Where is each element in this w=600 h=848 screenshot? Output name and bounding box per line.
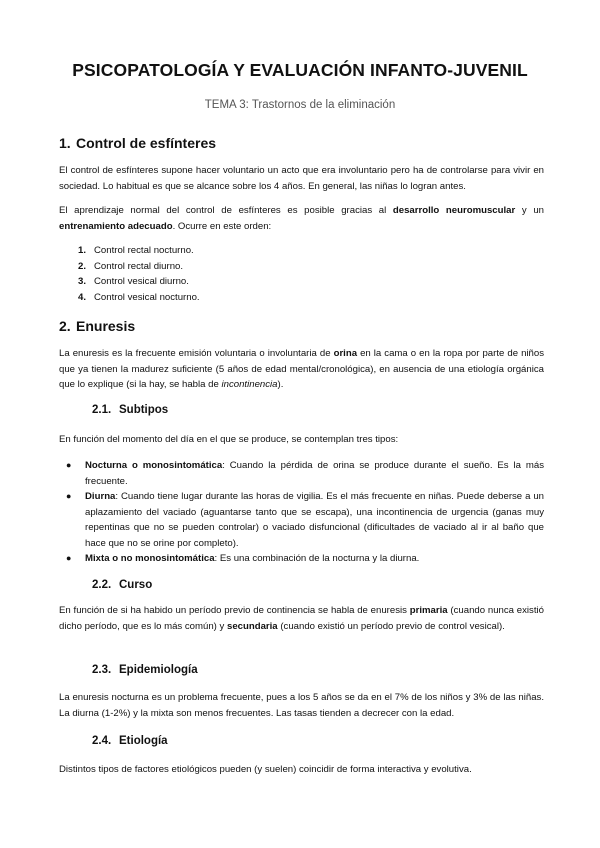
list-item: ● Diurna: Cuando tiene lugar durante las horas de vigilia. Es el más frecuente en niñas. Puede deberse a un aplazamiento del vaciado (aguantarse tanto que se escapa), una incontinencia de urgencia (ganas muy repentinas que no se pueden controlar) o vaciado disfuncional (dificultades de vaciado al ir al baño que hace que no se orine por completo). — [66, 491, 544, 549]
paragraph-control-aprendizaje: El aprendizaje normal del control de esfínteres es posible gracias al desarrollo neuromuscular y un entrenamiento adecuado. Ocurre en este orden: — [59, 205, 544, 232]
subsection-heading-subtipos — [92, 404, 168, 416]
document-subtitle: TEMA 3: Trastornos de la eliminación — [204, 99, 396, 111]
subsection-title: Etiología — [119, 735, 168, 747]
list-item: ● Mixta o no monosintomática: Es una combinación de la nocturna y la diurna. — [62, 551, 544, 567]
subsection-title: Curso — [119, 579, 153, 591]
subsection-number: 2.3. — [92, 664, 112, 676]
bullet-icon: ● — [66, 460, 72, 470]
subsection-title: Subtipos — [119, 404, 169, 416]
list-item: 1. Control rectal nocturno. — [78, 245, 194, 256]
list-item: 2. Control rectal diurno. — [78, 260, 184, 272]
paragraph-etiologia: Distintos tipos de factores etiológicos pueden (y suelen) coincidir de forma interactiva y evolutiva. — [59, 764, 472, 775]
subsection-heading-curso — [92, 579, 152, 591]
section-number: 2. — [59, 318, 71, 334]
bullet-icon: ● — [66, 491, 72, 501]
section-heading-control-esfinteres — [59, 135, 216, 151]
list-item: 3. Control vesical diurno. — [78, 276, 189, 287]
paragraph-enuresis-definition: La enuresis es la frecuente emisión voluntaria o involuntaria de orina en la cama o en la ropa por parte de niños que ya tienen la madurez suficiente (5 años de edad mental/cronológica), en ausencia de una etiología orgánica que lo explique (si la hay, se habla de incontinencia). — [59, 348, 544, 390]
paragraph-control-intro: El control de esfínteres supone hacer voluntario un acto que era involuntario pero ha de controlarse para vivir en sociedad. Lo habitual es que se alcance sobre los 4 años. En general, las niñas lo logran antes. — [59, 165, 544, 192]
subsection-number: 2.4. — [92, 735, 112, 747]
subsection-heading-etiologia — [92, 735, 168, 747]
subsection-title: Epidemiología — [119, 664, 198, 676]
section-title: Enuresis — [76, 318, 136, 334]
subsection-number: 2.1. — [92, 404, 112, 416]
paragraph-curso: En función de si ha habido un período previo de continencia se habla de enuresis primaria (cuando nunca existió dicho período, que es lo más común) y secundaria (cuando existió un período previo de control vesical). — [59, 605, 544, 632]
section-title: Control de esfínteres — [76, 135, 217, 151]
subsection-number: 2.2. — [92, 579, 112, 591]
subsection-heading-epidemiologia — [92, 664, 198, 676]
bullet-icon: ● — [66, 553, 72, 563]
list-item: ● Nocturna o monosintomática: Cuando la pérdida de orina se produce durante el sueño. Es la más frecuente. — [66, 460, 544, 487]
section-number: 1. — [59, 135, 71, 151]
paragraph-subtipos-intro: En función del momento del día en el que se produce, se contemplan tres tipos: — [59, 434, 399, 445]
section-heading-enuresis — [59, 318, 135, 334]
document-title: PSICOPATOLOGÍA Y EVALUACIÓN INFANTO-JUVENIL — [72, 60, 528, 80]
control-order-list — [78, 243, 200, 305]
subtypes-bullet-list — [62, 458, 544, 567]
list-item: 4. Control vesical nocturno. — [78, 291, 200, 303]
paragraph-epidemiologia: La enuresis nocturna es un problema frecuente, pues a los 5 años se da en el 7% de los niños y 3% de las niñas. La diurna (1-2%) y la mixta son menos frecuentes. Las tasas tienden a decrecer con la edad. — [59, 692, 544, 719]
